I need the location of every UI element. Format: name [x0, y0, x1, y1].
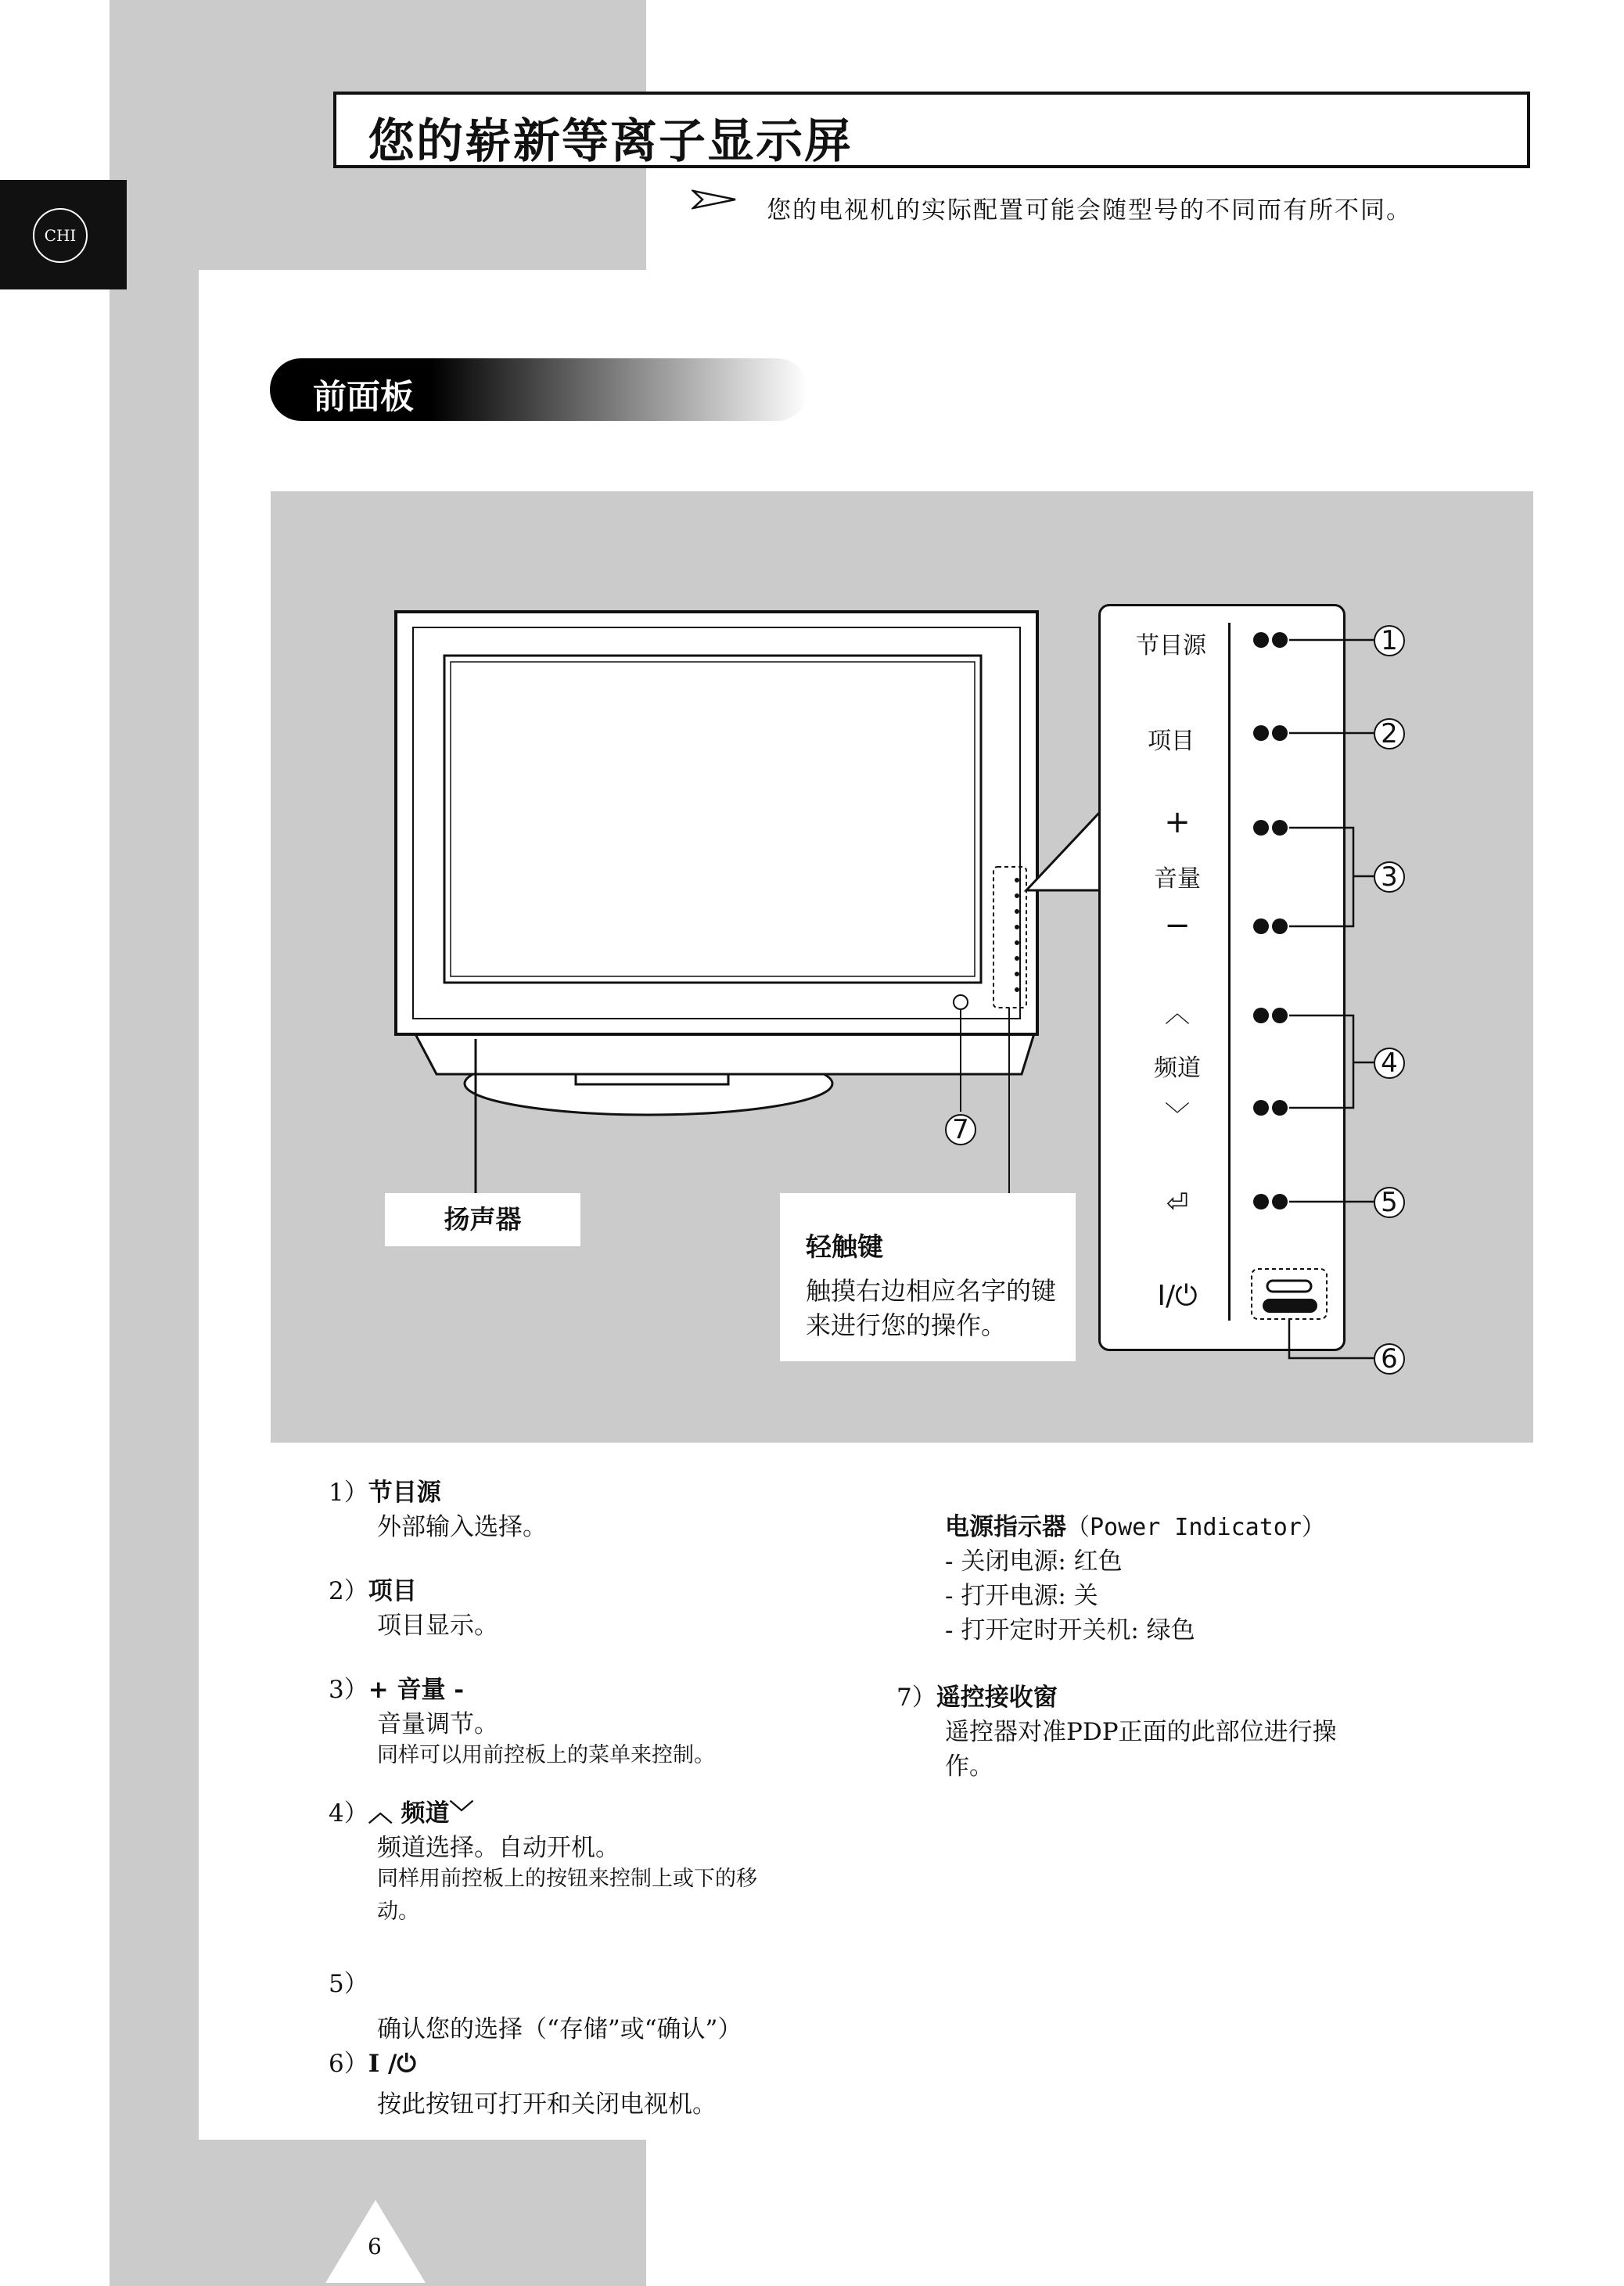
item-title: 遥控接收窗: [936, 1684, 1058, 1712]
touch-key-description: 触摸右边相应名字的键来进行您的操作。: [806, 1276, 1057, 1340]
item-4-desc: 频道选择。自动开机。: [377, 1834, 620, 1862]
item-7-desc-1: 遥控器对准PDP正面的此部位进行操: [945, 1718, 1337, 1746]
power-line-2: - 打开电源: 关: [945, 1582, 1098, 1610]
callout-1: 1: [1374, 625, 1405, 656]
callout-6: 6: [1374, 1343, 1405, 1375]
item-1: [329, 1475, 441, 1510]
power-icon: I/⏻: [1157, 1280, 1198, 1312]
callout-4: 4: [1374, 1048, 1405, 1079]
item-3-desc: 音量调节。: [377, 1710, 498, 1738]
item-4-note-1: 同样用前控板上的按钮来控制上或下的移: [377, 1867, 757, 1891]
vol-minus-icon: −: [1164, 908, 1191, 944]
note-arrow-icon: [692, 188, 738, 217]
item-4: [329, 1796, 474, 1831]
callout-3: 3: [1374, 861, 1405, 893]
vol-plus-icon: +: [1164, 804, 1191, 840]
item-number: 5）: [329, 1970, 368, 1998]
chevron-down-icon: ﹀: [1164, 1100, 1190, 1130]
item-number: 2）: [329, 1577, 368, 1605]
power-line-3: - 打开定时开关机: 绿色: [945, 1616, 1195, 1644]
power-line-1: - 关闭电源: 红色: [945, 1547, 1123, 1576]
item-3-note: 同样可以用前控板上的菜单来控制。: [377, 1743, 715, 1767]
speaker-label: 扬声器: [385, 1193, 580, 1246]
page-number: 6: [368, 2234, 382, 2259]
item-6: [329, 2047, 416, 2081]
item-title: 节目源: [368, 1479, 441, 1507]
item-1-desc: 外部输入选择。: [377, 1513, 547, 1541]
power-indicator-en: （Power Indicator）: [1066, 1514, 1325, 1541]
callout-2: 2: [1374, 718, 1405, 749]
item-number: 4）: [329, 1799, 368, 1828]
item-5: [329, 1967, 368, 2001]
item-number: 1）: [329, 1479, 368, 1507]
keypad-dots: [1236, 610, 1502, 1385]
page-title: 您的崭新等离子显示屏: [368, 114, 853, 169]
item-title: + 音量 -: [368, 1676, 465, 1704]
item-title: 项目: [368, 1577, 417, 1605]
item-7: [896, 1680, 1058, 1715]
callout-5: 5: [1374, 1187, 1405, 1218]
item-number: 7）: [896, 1684, 936, 1712]
item-title: I /⏻: [368, 2050, 416, 2078]
callout-7: 7: [945, 1114, 976, 1145]
section-heading: 前面板: [313, 378, 414, 417]
key-source-label: 节目源: [1136, 632, 1206, 660]
language-tab-label: CHI: [33, 208, 88, 263]
key-channel-label: 频道: [1154, 1055, 1201, 1082]
item-6-desc: 按此按钮可打开和关闭电视机。: [377, 2090, 717, 2119]
item-5-desc: 确认您的选择（“存储”或“确认”）: [377, 2015, 742, 2043]
power-indicator-heading: [945, 1510, 1325, 1545]
enter-icon: ⏎: [1166, 1188, 1189, 1219]
note-text: 您的电视机的实际配置可能会随型号的不同而有所不同。: [767, 196, 1412, 225]
key-volume-label: 音量: [1154, 865, 1201, 893]
chevron-up-icon: ︿: [1164, 998, 1190, 1028]
item-7-desc-2: 作。: [945, 1752, 993, 1781]
power-indicator-title: 电源指示器: [945, 1513, 1066, 1541]
touch-key-title: 轻触键: [806, 1231, 883, 1262]
key-menu-label: 项目: [1148, 728, 1195, 755]
item-2-desc: 项目显示。: [377, 1612, 498, 1640]
item-number: 6）: [329, 2050, 368, 2078]
keypad-divider: [1228, 623, 1231, 1321]
item-number: 3）: [329, 1676, 368, 1704]
remote-sensor: [954, 995, 968, 1009]
item-title: ︿ 频道﹀: [368, 1799, 474, 1828]
item-2: [329, 1574, 417, 1608]
item-3: [329, 1673, 464, 1707]
tv-speaker-bar: [414, 1031, 1035, 1074]
item-4-note-2: 动。: [377, 1900, 419, 1924]
tv-screen: [444, 656, 981, 983]
